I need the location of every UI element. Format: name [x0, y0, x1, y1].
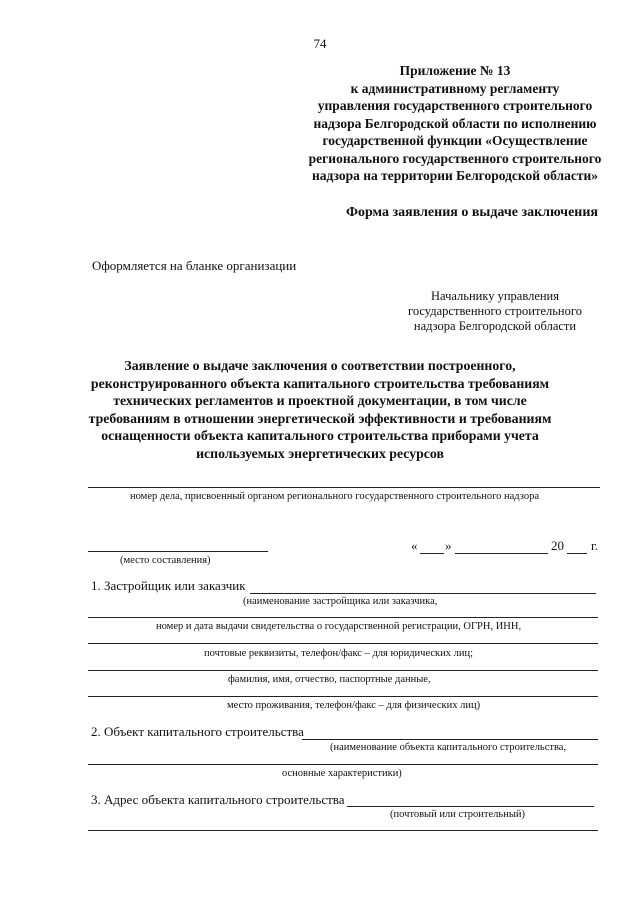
- section3-line[interactable]: [88, 830, 598, 831]
- appendix-line: регионального государственного строительного: [308, 150, 602, 166]
- appendix-line: надзора на территории Белгородской области»: [311, 168, 599, 183]
- appendix-line: к административному регламенту: [350, 80, 560, 96]
- section2-line[interactable]: [88, 764, 598, 765]
- section1-hint: место проживания, телефон/факс – для физических лиц): [227, 700, 481, 711]
- case-number-hint: номер дела, присвоенный органом регионального государственного строительного надзора: [130, 491, 539, 502]
- date-open-quote: «: [411, 538, 418, 553]
- section1-line[interactable]: [88, 617, 598, 618]
- addressee-block: [370, 289, 620, 334]
- addressee-line: Начальнику управления: [431, 289, 559, 303]
- appendix-line: государственной функции «Осуществление: [322, 133, 588, 148]
- date-close-quote: »: [445, 538, 452, 553]
- addressee-line: надзора Белгородской области: [413, 319, 577, 333]
- appendix-line: Приложение № 13: [399, 63, 511, 78]
- section2-hint: основные характеристики): [282, 768, 402, 779]
- page-number: 74: [313, 36, 327, 51]
- date-year-suffix: г.: [591, 538, 599, 553]
- section1-line[interactable]: [88, 643, 598, 644]
- section2-line[interactable]: [302, 739, 598, 740]
- place-hint: (место составления): [120, 555, 211, 566]
- section1-hint: почтовые реквизиты, телефон/факс – для юридических лиц;: [204, 648, 474, 659]
- date-year-prefix: 20: [551, 538, 564, 553]
- statement-title-line: технических регламентов и проектной документации, в том числе: [113, 393, 527, 408]
- date-month-line[interactable]: [455, 553, 548, 554]
- section2-hint: (наименование объекта капитального строительства,: [330, 742, 567, 753]
- section1-line[interactable]: [88, 696, 598, 697]
- date-year-line[interactable]: [567, 553, 587, 554]
- appendix-line: надзора Белгородской области по исполнению: [313, 115, 597, 131]
- form-title: Форма заявления о выдаче заключения: [345, 205, 598, 220]
- section1-hint: номер и дата выдачи свидетельства о государственной регистрации, ОГРН, ИНН,: [156, 621, 522, 632]
- section1-line[interactable]: [250, 593, 596, 594]
- statement-title-line: требованиям в отношении энергетической эффективности и требованиям: [88, 410, 552, 426]
- case-number-line[interactable]: [88, 487, 600, 488]
- blank-note: Оформляется на бланке организации: [92, 258, 297, 273]
- statement-title-line: используемых энергетических ресурсов: [196, 445, 444, 461]
- section1-hint: (наименование застройщика или заказчика,: [243, 596, 438, 607]
- section1-hint: фамилия, имя, отчество, паспортные данные,: [228, 674, 431, 685]
- section3-line[interactable]: [347, 806, 594, 807]
- appendix-line: управления государственного строительного: [317, 98, 593, 113]
- date-day-line[interactable]: [420, 553, 444, 554]
- section1-label: 1. Застройщик или заказчик: [91, 578, 246, 593]
- section1-line[interactable]: [88, 670, 598, 671]
- appendix-header: [250, 62, 640, 185]
- addressee-line: государственного строительного: [408, 304, 582, 318]
- statement-title: [40, 357, 600, 462]
- statement-title-line: Заявление о выдаче заключения о соответствии построенного,: [124, 358, 516, 373]
- section2-label: 2. Объект капитального строительства: [91, 724, 304, 739]
- place-line[interactable]: [88, 551, 268, 552]
- section3-hint: (почтовый или строительный): [390, 809, 525, 820]
- section3-label: 3. Адрес объекта капитального строительства: [91, 792, 345, 807]
- statement-title-line: оснащенности объекта капитального строительства приборами учета: [101, 428, 539, 443]
- statement-title-line: реконструированного объекта капитального строительства требованиям: [90, 375, 550, 391]
